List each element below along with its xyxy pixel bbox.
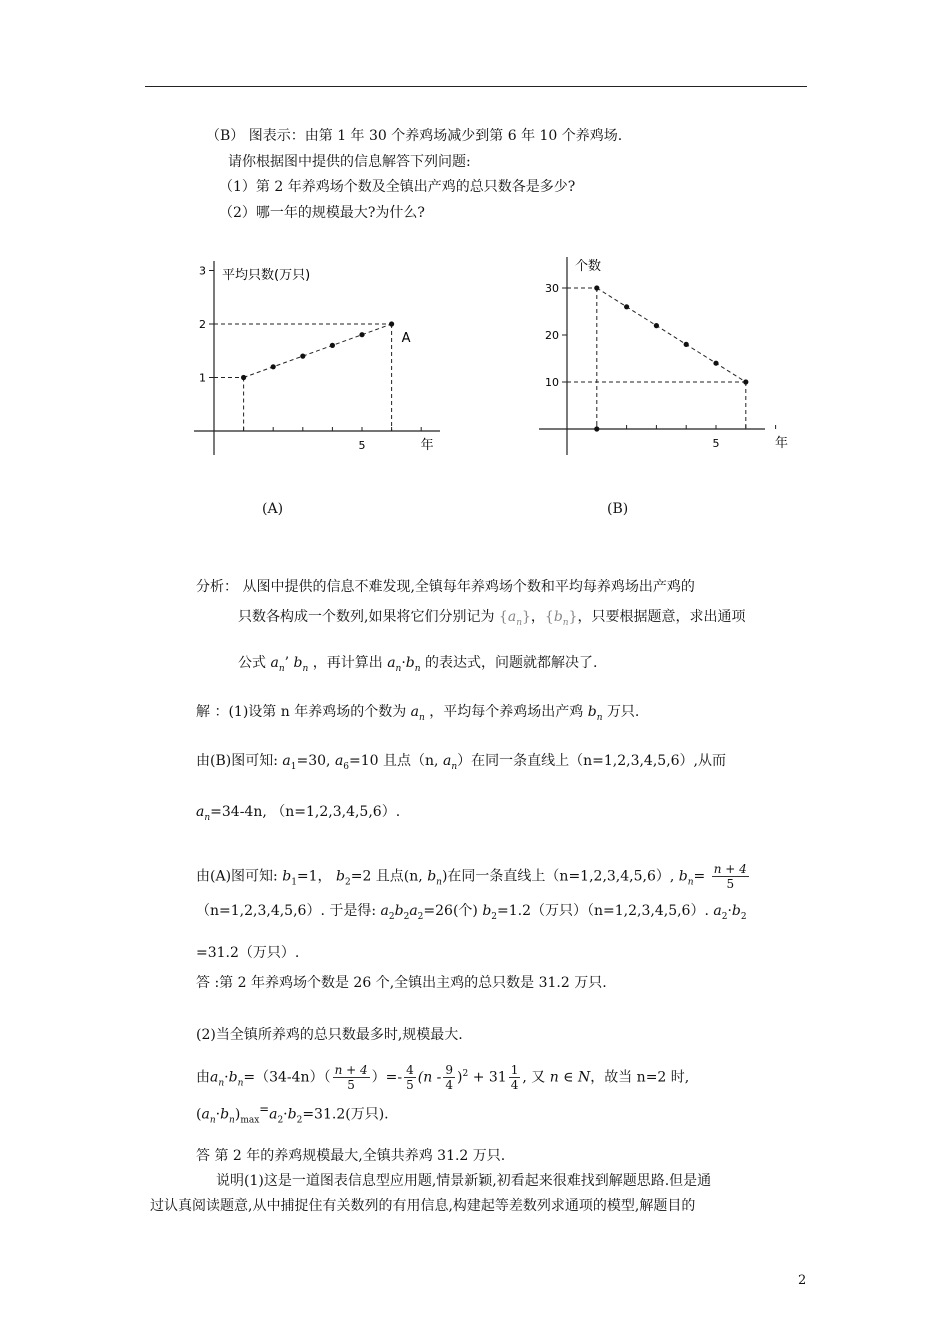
chart-a-caption: (A) bbox=[262, 501, 284, 517]
data-point bbox=[271, 364, 276, 369]
chart-a bbox=[190, 255, 450, 460]
chart-a-svg bbox=[190, 255, 450, 460]
data-point bbox=[654, 323, 659, 328]
y-axis-label: 个数 bbox=[575, 259, 602, 274]
data-point bbox=[359, 332, 364, 337]
y-tick-label: 2 bbox=[199, 318, 206, 331]
x-tick-label: 5 bbox=[712, 437, 720, 450]
intro-line2: 请你根据图中提供的信息解答下列问题: bbox=[228, 154, 471, 170]
solution-line6: =31.2（万只）. bbox=[196, 945, 300, 961]
question-1: （1）第 2 年养鸡场个数及全镇出产鸡的总只数各是多少? bbox=[219, 179, 576, 195]
analysis-line1: 分析： 从图中提供的信息不难发现,全镇每年养鸡场个数和平均每养鸡场出产鸡的 bbox=[196, 579, 695, 595]
series-line bbox=[244, 324, 392, 378]
y-tick-label: 1 bbox=[199, 371, 206, 385]
set-a: $\{a_n\}$ bbox=[498, 609, 531, 628]
y-tick-label: 10 bbox=[545, 376, 559, 389]
part2-line3: $(a_n\cdot b_n)_{max}^=a_2\cdot b_2=31.2$(万只). bbox=[196, 1102, 389, 1126]
point-label-a: A bbox=[401, 331, 411, 346]
answer-2: 答 第 2 年的养鸡规模最大,全镇共养鸡 31.2 万只. bbox=[196, 1148, 506, 1164]
page-number: 2 bbox=[798, 1273, 807, 1288]
note-line2: 过认真阅读题意,从中捕捉住有关数列的有用信息,构建起等差数列求通项的模型,解题目的 bbox=[150, 1198, 696, 1214]
solution-line5: （n=1,2,3,4,5,6）. 于是得: $a_2b_2a_2=26$(个) $b_2=1.2$（万只）（n=1,2,3,4,5,6）. $a_2\cdot b_2$ bbox=[196, 903, 747, 922]
y-tick-label: 3 bbox=[199, 264, 206, 278]
y-tick-label: 20 bbox=[545, 329, 559, 342]
analysis-line2: 只数各构成一个数列,如果将它们分别记为 $\{a_n\}$，$\{b_n\}$，只要根据题意，求出通项 bbox=[238, 609, 746, 628]
axis-point bbox=[594, 426, 599, 431]
analysis-line3: 公式 $a_n$’ $b_n$ ，再计算出 $a_n\cdot b_n$ 的表达式，问题就都解决了. bbox=[238, 655, 598, 674]
data-point bbox=[389, 321, 394, 326]
intro-line1: （B） 图表示：由第 1 年 30 个养鸡场减少到第 6 年 10 个养鸡场. bbox=[206, 128, 623, 144]
part2-line2: 由$a_n\cdot b_n=(34-4n)$（ $\frac{n + 4}{5}$ ）=- $\frac{4}{5}$ (n - $\frac{9}{4}$ )$^2$ + 31 $\frac{1}{4}$ , 又 n ∈ N，故当 n=2 时, bbox=[196, 1063, 690, 1093]
answer-1: 答 :第 2 年养鸡场个数是 26 个,全镇出主鸡的总只数是 31.2 万只. bbox=[196, 975, 607, 991]
chart-b-caption: (B) bbox=[607, 501, 629, 517]
data-point bbox=[743, 379, 748, 384]
y-axis-label: 平均只数(万只) bbox=[222, 268, 311, 283]
y-tick-label: 30 bbox=[545, 282, 559, 295]
solution-line4: 由(A)图可知: $b_1=1$， $b_2=2$ 且点(n, $b_n$)在同一条直线上（n=1,2,3,4,5,6）, $b_n=$ $\frac{n + 4}{5}$ bbox=[196, 862, 747, 891]
data-point bbox=[594, 285, 599, 290]
data-point bbox=[713, 361, 718, 366]
question-2: （2）哪一年的规模最大?为什么? bbox=[219, 205, 425, 221]
series-line bbox=[597, 288, 746, 382]
data-point bbox=[241, 375, 246, 380]
solution-line1: 解 ：(1)设第 n 年养鸡场的个数为 $a_n$ ，平均每个养鸡场出产鸡 $b_n$ 万只. bbox=[196, 704, 640, 723]
solution-line2: 由(B)图可知: $a_1=30$, $a_6=10$ 且点（n, $a_n$）在同一条直线上（n=1,2,3,4,5,6）,从而 bbox=[196, 753, 727, 772]
fraction-n4-5: $\frac{n + 4}{5}$ bbox=[713, 862, 747, 891]
x-axis-label: 年 bbox=[420, 438, 434, 453]
data-point bbox=[330, 343, 335, 348]
data-point bbox=[624, 304, 629, 309]
set-b: $\{b_n\}$ bbox=[544, 609, 578, 628]
x-tick-label: 5 bbox=[358, 439, 366, 452]
note-line1: 说明(1)这是一道图表信息型应用题,情景新颖,初看起来很难找到解题思路.但是通 bbox=[216, 1173, 712, 1189]
data-point bbox=[684, 342, 689, 347]
header-rule bbox=[145, 86, 807, 87]
part2-line1: (2)当全镇所养鸡的总只数最多时,规模最大. bbox=[196, 1027, 463, 1043]
x-axis-label: 年 bbox=[775, 436, 789, 451]
data-point bbox=[300, 354, 305, 359]
chart-b bbox=[535, 255, 789, 460]
solution-line3: $a_n=34-4n$, （n=1,2,3,4,5,6）. bbox=[196, 804, 401, 823]
chart-b-svg bbox=[535, 255, 789, 460]
